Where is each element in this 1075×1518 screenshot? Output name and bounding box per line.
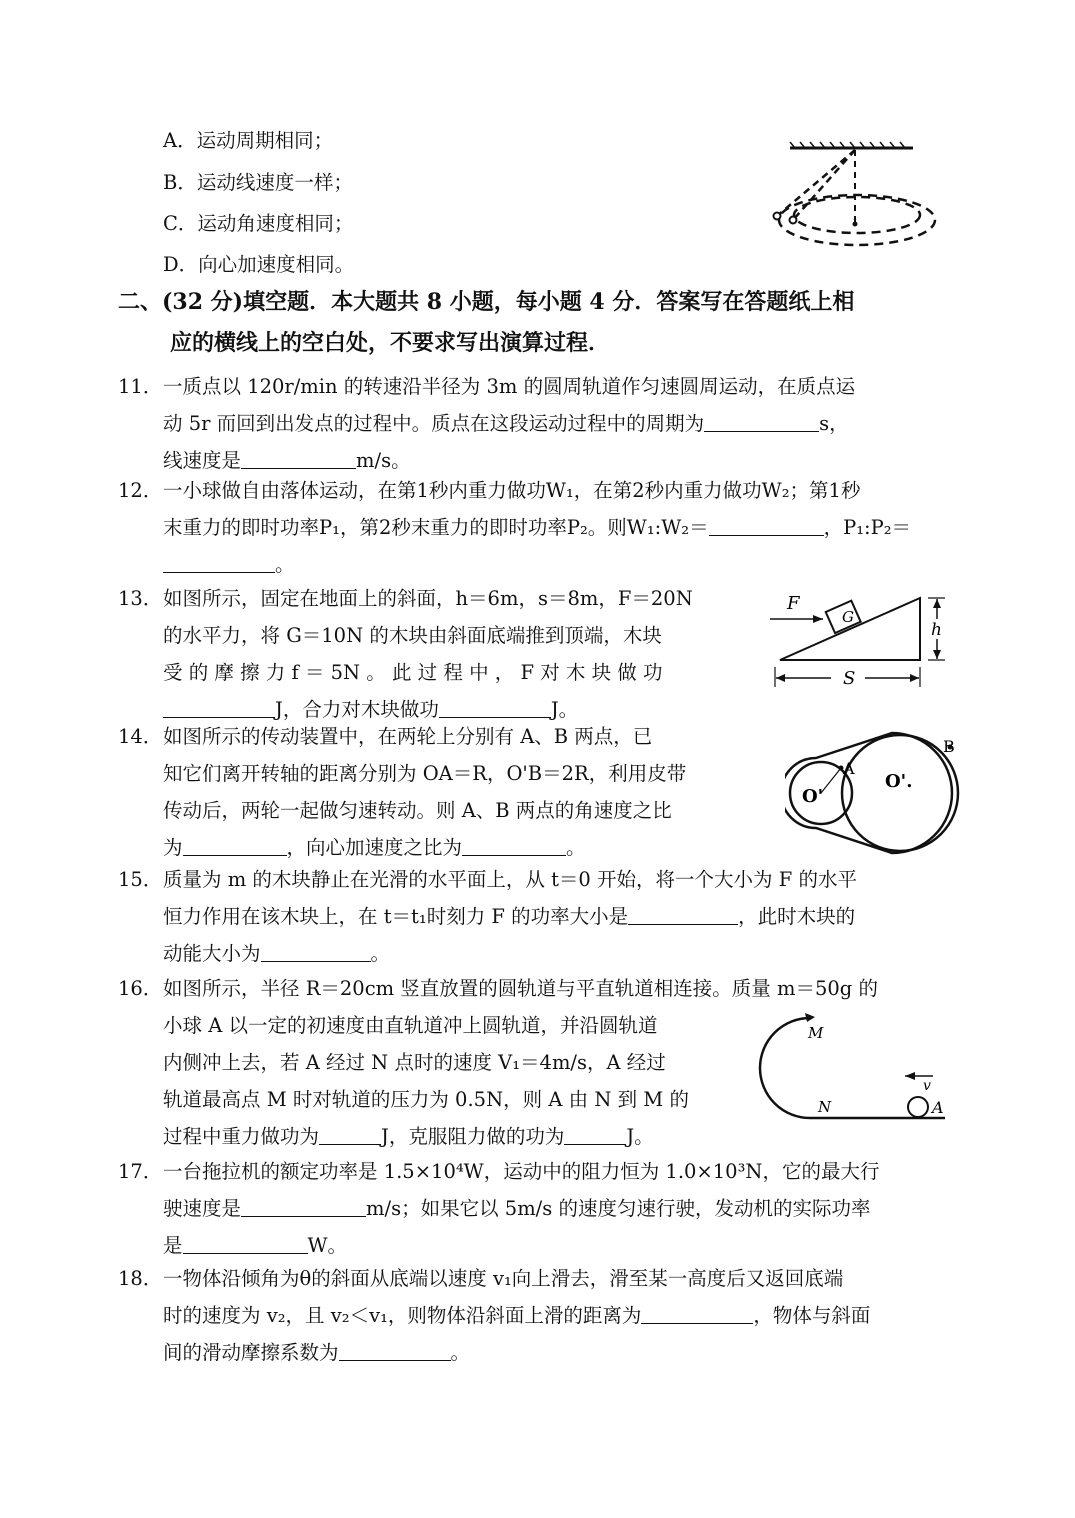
q15-blank-power[interactable] — [628, 906, 738, 925]
label-f: F — [787, 593, 800, 614]
label-m: M — [808, 1024, 824, 1042]
q17-blank-power[interactable] — [183, 1235, 308, 1254]
q13-blank-work-f[interactable] — [163, 699, 275, 718]
option-text: 运动线速度一样； — [196, 171, 353, 194]
label-o: O' — [802, 786, 824, 807]
q13-text: 如图所示，固定在地面上的斜面，h＝6m，s＝8m，F＝20N 的水平力，将 G＝10N 的木块由斜面底端推到顶端，木块 受 的 摩 擦 力 f ＝ 5N 。 此 过 程 中 ， F 对 木 块 做 功 J，合力对木块做功 J。 — [163, 587, 693, 721]
q13-blank-net-work[interactable] — [439, 699, 551, 718]
q12-blank-power-ratio[interactable] — [163, 554, 275, 573]
q16-text: 小球 A 以一定的初速度由直轨道冲上圆轨道，并沿圆轨道 内侧冲上去，若 A 经过 N 点时的速度 V₁＝4m/s，A 经过 轨道最高点 M 时对轨道的压力为 0.5N，则 A 由 N 到 M 的 过程中重力做功为 J，克服阻力做的功为 J。 — [163, 1014, 689, 1148]
q18-text: 一物体沿倾角为θ的斜面从底端以速度 v₁向上滑去，滑至某一高度后又返回底端 时的速度为 v₂，且 v₂＜v₁，则物体沿斜面上滑的距离为 ，物体与斜面 间的滑动摩擦系数为 。 — [163, 1267, 871, 1364]
option-c — [163, 213, 353, 235]
section-heading-cont: 应的横线上的空白处，不要求写出演算过程． — [170, 330, 611, 356]
q17-number: 17． — [118, 1160, 163, 1183]
option-text: 向心加速度相同。 — [198, 253, 355, 276]
option-b — [163, 172, 353, 194]
q14-blank-accel-ratio[interactable] — [462, 837, 566, 856]
section-heading: 二、(32 分)填空题．本大题共 8 小题，每小题 4 分．答案写在答题纸上相 — [118, 289, 855, 315]
option-text: 运动周期相同； — [196, 129, 334, 152]
option-a — [163, 130, 333, 152]
option-text: 运动角速度相同； — [197, 212, 354, 235]
q11-blank-speed[interactable] — [241, 450, 356, 469]
q14-number: 14． — [118, 725, 163, 748]
q16-number: 16． — [118, 977, 163, 1000]
label-a: A — [843, 759, 855, 778]
label-o-prime: O'. — [885, 771, 913, 792]
q18-number: 18． — [118, 1267, 163, 1290]
q15-text: 质量为 m 的木块静止在光滑的水平面上，从 t＝0 开始，将一个大小为 F 的水平 恒力作用在该木块上，在 t＝t₁时刻力 F 的功率大小是 ，此时木块的 动能大小为 。 — [163, 868, 857, 965]
label-ball-a: A — [932, 1098, 944, 1117]
label-v: v — [923, 1078, 931, 1094]
q14-text: 如图所示的传动装置中，在两轮上分别有 A、B 两点，已 知它们离开转轴的距离分别为 OA＝R，O'B＝2R，利用皮带 传动后，两轮一起做匀速转动。则 A、B 两点的角速度之比 为 ，向心加速度之比为 。 — [163, 725, 687, 859]
option-letter: D． — [163, 253, 199, 276]
option-letter: B． — [163, 171, 197, 194]
loop-track-figure — [755, 1010, 960, 1130]
q15-number: 15． — [118, 868, 163, 891]
conical-pendulum-figure — [765, 138, 945, 263]
q11-number: 11． — [118, 375, 163, 398]
belt-drive-figure — [785, 730, 960, 860]
q17-text: 一台拖拉机的额定功率是 1.5×10⁴W，运动中的阻力恒为 1.0×10³N，它的最大行 驶速度是 m/s；如果它以 5m/s 的速度匀速行驶，发动机的实际功率 是 W。 — [163, 1160, 880, 1257]
q16-blank-resistance-work[interactable] — [564, 1126, 626, 1145]
label-n: N — [818, 1098, 832, 1116]
q16-text-first: 如图所示，半径 R＝20cm 竖直放置的圆轨道与平直轨道相连接。质量 m＝50g 的 — [163, 977, 878, 1000]
q16-blank-gravity-work[interactable] — [319, 1126, 381, 1145]
q13-number: 13． — [118, 587, 163, 610]
q11-blank-period[interactable] — [704, 413, 819, 432]
q15-blank-ke[interactable] — [261, 943, 371, 962]
q14-blank-omega-ratio[interactable] — [183, 837, 287, 856]
label-s: S — [843, 668, 856, 689]
label-h: h — [931, 620, 942, 640]
q12-text: 一小球做自由落体运动，在第1秒内重力做功W₁，在第2秒内重力做功W₂；第1秒 末重力的即时功率P₁，第2秒末重力的即时功率P₂。则W₁:W₂＝ ，P₁:P₂＝ 。 — [163, 479, 912, 576]
option-letter: A． — [163, 129, 197, 152]
incline-figure — [765, 585, 955, 695]
option-letter: C． — [163, 212, 198, 235]
q12-number: 12． — [118, 479, 163, 502]
q11-text: 一质点以 120r/min 的转速沿半径为 3m 的圆周轨道作匀速圆周运动，在质点运 动 5r 而回到出发点的过程中。质点在这段运动过程中的周期为 s， 线速度是 m/s。 — [163, 375, 856, 472]
q18-blank-friction[interactable] — [339, 1342, 451, 1361]
option-d — [163, 254, 354, 276]
q12-blank-work-ratio[interactable] — [709, 517, 824, 536]
q17-blank-max-speed[interactable] — [241, 1198, 366, 1217]
q18-blank-distance[interactable] — [641, 1305, 753, 1324]
label-b: B — [943, 737, 955, 756]
label-g: G — [842, 608, 854, 626]
